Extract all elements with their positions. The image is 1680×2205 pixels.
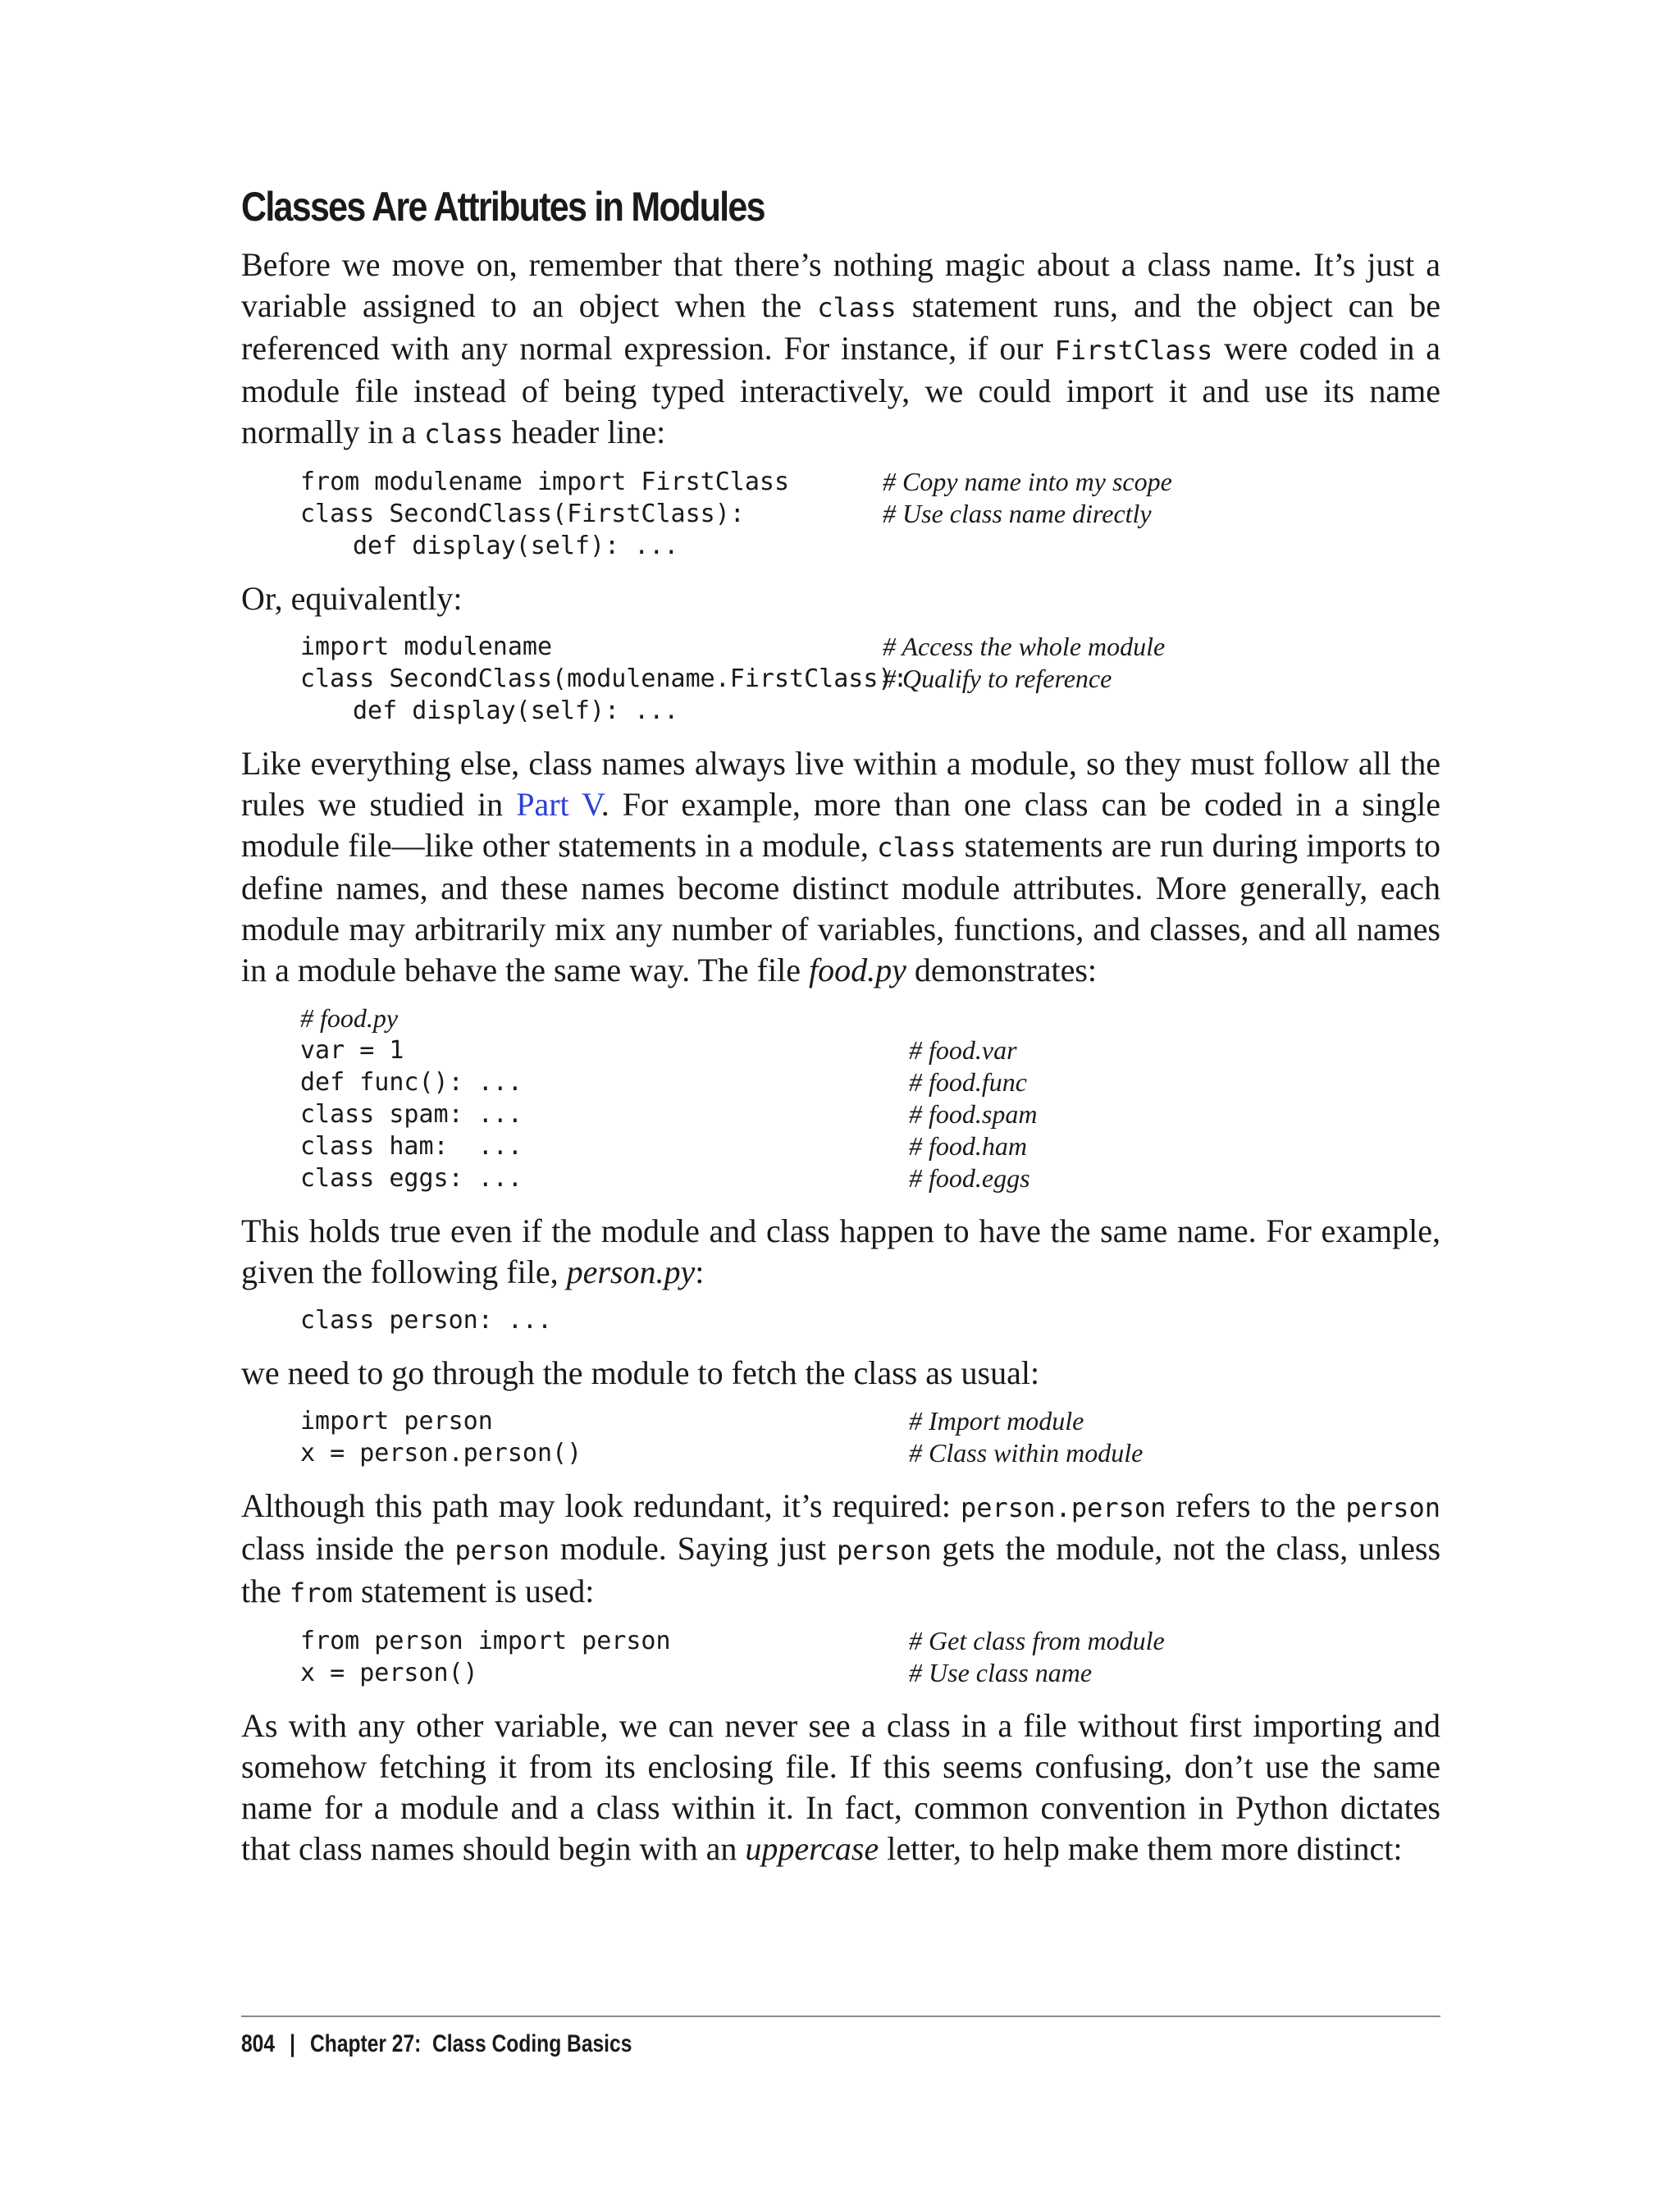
code-line	[300, 1657, 1440, 1689]
code-text: var = 1	[300, 1036, 404, 1065]
text-run: we need to go through the module to fetch the class as usual:	[241, 1354, 1040, 1391]
code-line	[300, 631, 1440, 663]
cross-reference-link[interactable]: Part V	[516, 786, 601, 823]
text-run: Although this path may look redundant, it’s required:	[241, 1487, 961, 1524]
text-run: Or, equivalently:	[241, 580, 463, 617]
page-number: 804	[241, 2030, 276, 2057]
emphasis-text: food.py	[808, 952, 906, 988]
code-line	[300, 1066, 1440, 1098]
inline-code: class	[877, 832, 956, 863]
code-block-6	[300, 1625, 1440, 1689]
code-line	[300, 695, 1440, 727]
text-run: gets the module, not the class, unless the	[241, 1530, 1441, 1609]
code-text: class person: ...	[300, 1306, 553, 1335]
code-text: def display(self): ...	[353, 532, 679, 560]
text-run: Before we move on, remember that there’s nothing magic about a class name. It’s just a variable assigned to an object when the	[241, 246, 1440, 324]
code-text: from person import person	[300, 1627, 671, 1655]
paragraph-4	[241, 1211, 1440, 1293]
code-line	[300, 498, 1440, 530]
code-comment: # Import module	[909, 1406, 1084, 1436]
code-line	[300, 1405, 1440, 1437]
code-text: from modulename import FirstClass	[300, 468, 790, 496]
code-comment: # Class within module	[909, 1438, 1144, 1468]
code-block-1	[300, 466, 1440, 562]
code-text: x = person()	[300, 1659, 478, 1687]
page-content	[241, 180, 1440, 1869]
code-comment: # Use class name	[909, 1658, 1093, 1687]
code-text: class spam: ...	[300, 1100, 523, 1129]
paragraph-1	[241, 244, 1440, 454]
paragraph-7	[241, 1705, 1440, 1869]
text-run: . For example, more than one class can be coded in a single module file—like other statements in a module,	[241, 786, 1440, 864]
code-comment: # Qualify to reference	[883, 664, 1112, 693]
code-comment: # food.spam	[909, 1099, 1038, 1129]
code-comment: # Use class name directly	[883, 499, 1152, 528]
code-block-3	[300, 1002, 1440, 1194]
code-line	[300, 1034, 1440, 1066]
inline-code: from	[289, 1577, 353, 1609]
footer-divider	[241, 2016, 1440, 2017]
text-run: Like everything else, class names always live within a module, so they must follow all the rules we studied in	[241, 745, 1440, 823]
code-comment: # food.eggs	[909, 1163, 1030, 1193]
code-line	[300, 1098, 1440, 1130]
text-run: statements are run during imports to define names, and these names become distinct module attributes. More generally, each module may arbitrarily mix any number of variables, functions, and classes, and all names in a module behave the same way. The file	[241, 827, 1440, 988]
code-line	[300, 1130, 1440, 1162]
text-run: As with any other variable, we can never see a class in a file without first importing and somehow fetching it from its enclosing file. If this seems confusing, don’t use the same name for a module and a class within it. In fact, common convention in Python dictates that class names should begin with an	[241, 1707, 1440, 1867]
code-text: import modulename	[300, 632, 553, 661]
code-comment: # food.func	[909, 1067, 1027, 1097]
text-run: module. Saying just	[550, 1530, 838, 1567]
inline-code: person	[1345, 1492, 1440, 1523]
code-text: class eggs: ...	[300, 1164, 523, 1193]
page-footer	[241, 2030, 632, 2058]
code-text: def func(): ...	[300, 1068, 523, 1097]
code-line	[300, 1162, 1440, 1194]
text-run: This holds true even if the module and class happen to have the same name. For example, given the following file,	[241, 1212, 1440, 1290]
paragraph-5	[241, 1353, 1440, 1394]
code-line	[300, 530, 1440, 562]
code-block-5	[300, 1405, 1440, 1469]
code-line	[300, 466, 1440, 498]
code-block-2	[300, 631, 1440, 727]
code-comment: # Get class from module	[909, 1626, 1165, 1655]
code-text: x = person.person()	[300, 1439, 582, 1468]
paragraph-2	[241, 578, 1440, 619]
text-run: :	[695, 1253, 705, 1290]
text-run: refers to the	[1166, 1487, 1346, 1524]
section-heading: Classes Are Attributes in Modules	[241, 184, 765, 230]
inline-code: person	[454, 1535, 550, 1566]
inline-code: FirstClass	[1054, 335, 1213, 366]
chapter-title: Chapter 27: Class Coding Basics	[310, 2030, 632, 2057]
text-run: were coded in a module file instead of being typed interactively, we could import it and use its name normally in a	[241, 330, 1440, 450]
code-comment: # food.py	[300, 1003, 399, 1033]
code-text: def display(self): ...	[353, 696, 679, 725]
code-line	[300, 1304, 1440, 1336]
code-line	[300, 663, 1440, 695]
code-line	[300, 1437, 1440, 1469]
text-run: class inside the	[241, 1530, 455, 1567]
code-comment: # food.ham	[909, 1131, 1027, 1161]
code-comment: # food.var	[909, 1035, 1017, 1065]
code-block-3-lines	[300, 1034, 1440, 1194]
code-comment: # Copy name into my scope	[883, 467, 1172, 496]
code-comment: # Access the whole module	[883, 632, 1166, 661]
code-comment-line	[300, 1002, 1440, 1034]
text-run: header line:	[503, 413, 666, 450]
code-text: import person	[300, 1407, 493, 1436]
paragraph-3	[241, 743, 1440, 991]
emphasis-text: uppercase	[745, 1830, 879, 1867]
paragraph-6	[241, 1486, 1440, 1614]
inline-code: person	[837, 1535, 932, 1566]
text-run: statement runs, and the object can be referenced with any normal expression. For instance, if our	[241, 287, 1440, 367]
inline-code: class	[424, 418, 504, 450]
code-text: class SecondClass(FirstClass):	[300, 500, 745, 528]
code-line	[300, 1625, 1440, 1657]
footer-separator: |	[290, 2030, 295, 2057]
text-run: statement is used:	[352, 1573, 595, 1609]
emphasis-text: person.py	[566, 1253, 696, 1290]
code-text: class SecondClass(modulename.FirstClass):	[300, 664, 908, 693]
text-run: demonstrates:	[906, 952, 1098, 988]
code-text: class ham: ...	[300, 1132, 523, 1161]
inline-code: person.person	[960, 1492, 1166, 1523]
inline-code: class	[817, 292, 897, 323]
text-run: letter, to help make them more distinct:	[879, 1830, 1403, 1867]
code-block-4	[300, 1304, 1440, 1336]
